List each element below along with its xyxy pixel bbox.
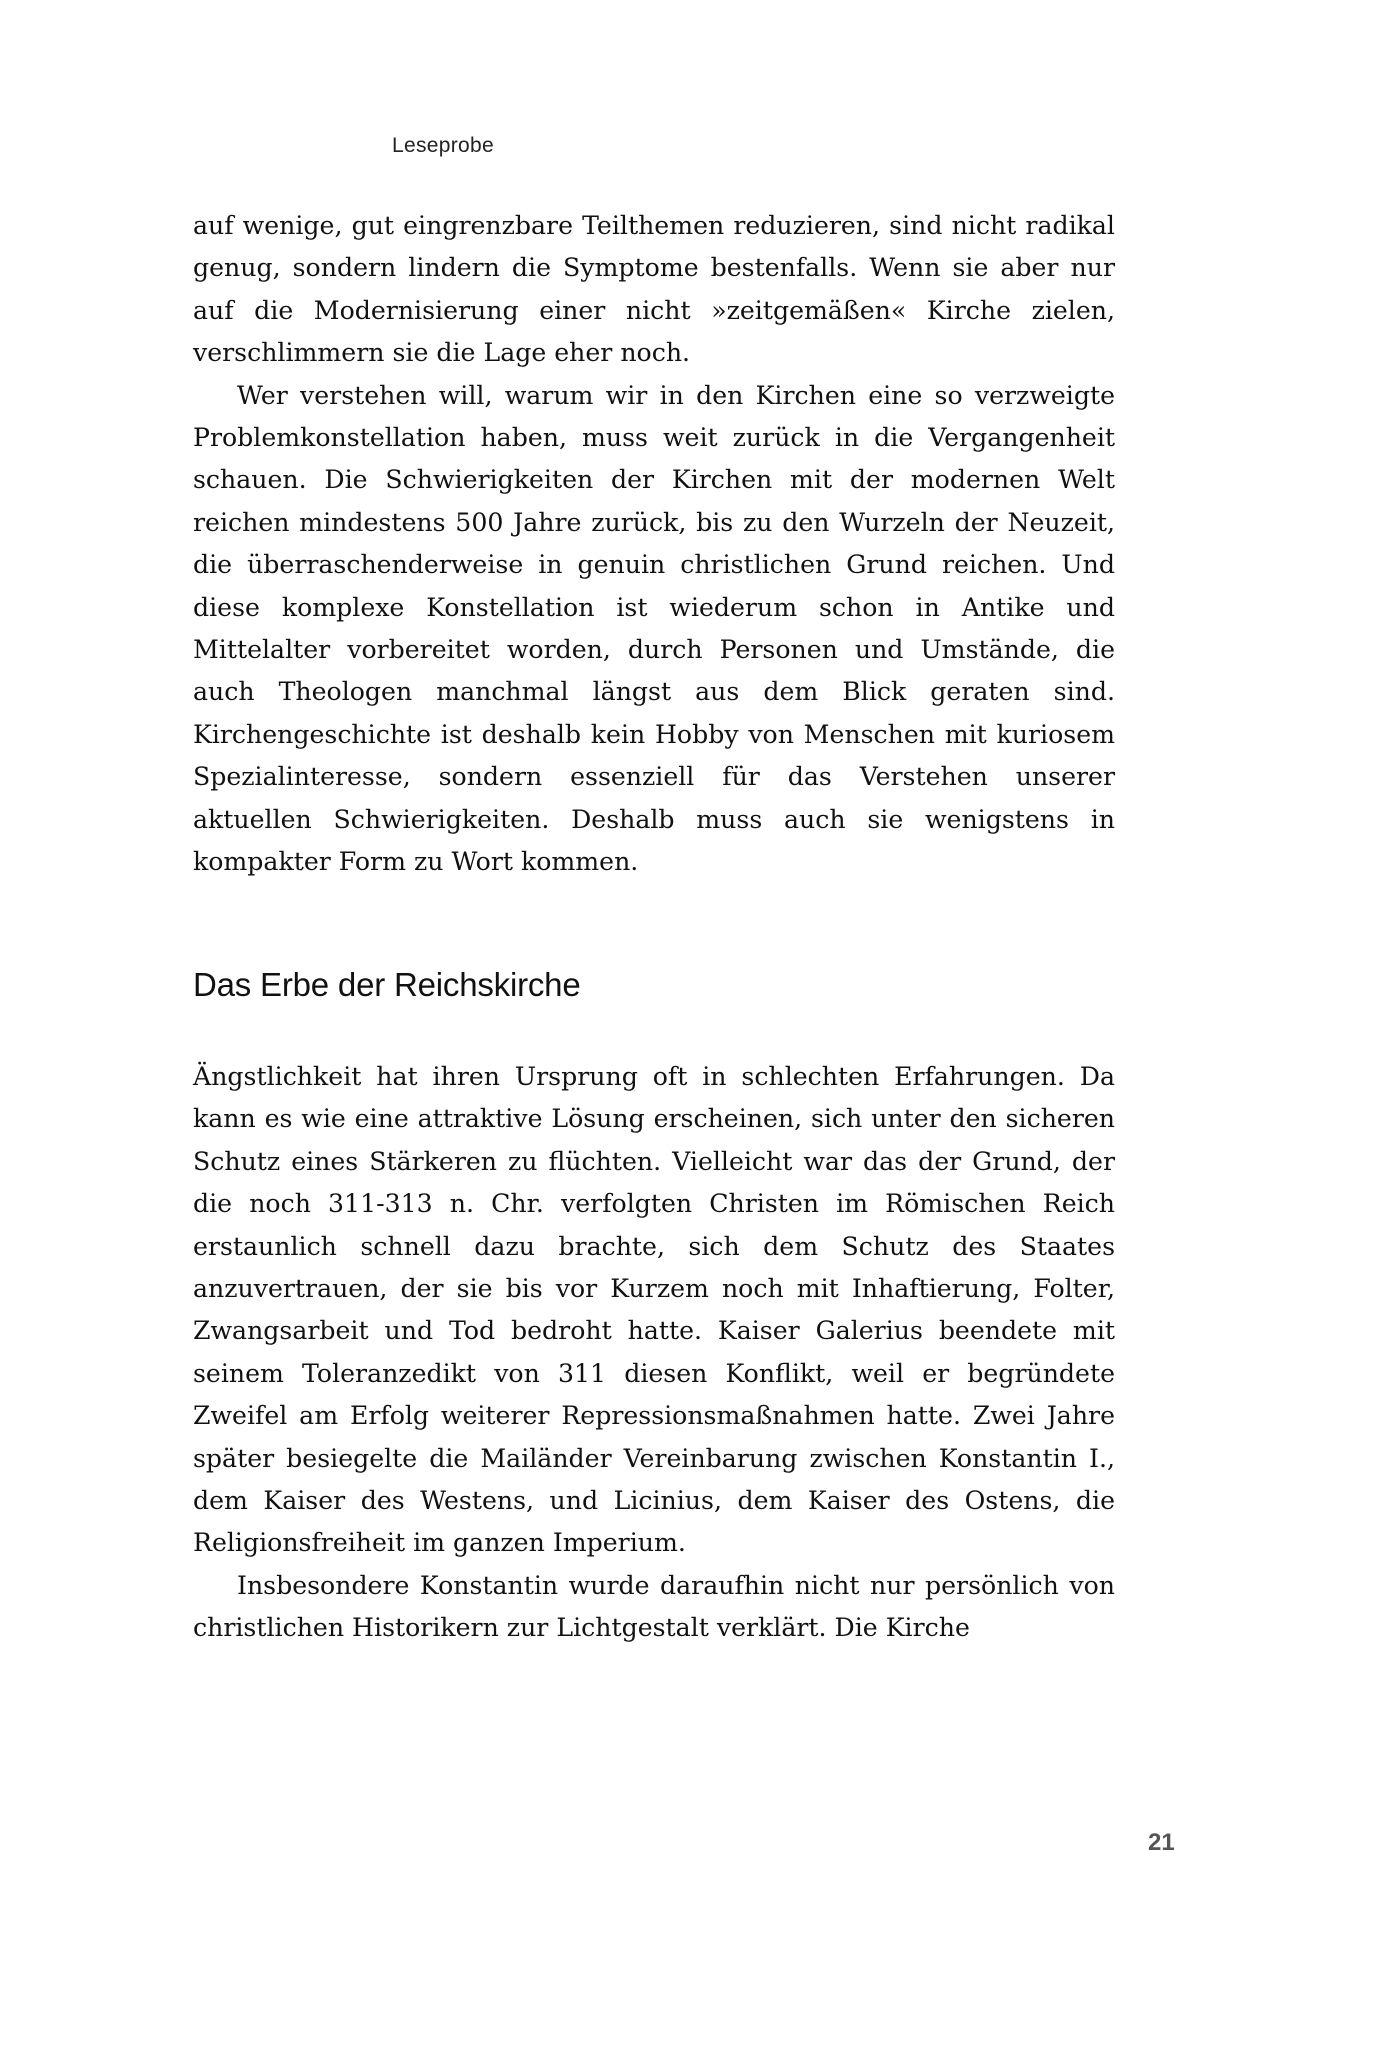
paragraph: Wer verstehen will, warum wir in den Kirchen eine so verzweigte Problemkonstellation haben, muss weit zurück in die Vergangenheit schauen. Die Schwierigkeiten der Kirchen mit der modernen Welt reichen mindestens 500 Jahre zurück, bis zu den Wurzeln der Neuzeit, die überraschenderweise in genuin christlichen Grund reichen. Und diese komplexe Konstellation ist wiederum schon in Antike und Mittelalter vorbereitet worden, durch Personen und Umstände, die auch Theologen manchmal längst aus dem Blick geraten sind. Kirchengeschichte ist deshalb kein Hobby von Menschen mit kuriosem Spezialinteresse, sondern essenziell für das Verstehen unserer aktuellen Schwierigkeiten. Deshalb muss auch sie wenigstens in kompakter Form zu Wort kommen. <box>193 380 1115 877</box>
body-text-block-1 <box>193 205 1115 884</box>
paragraph: Ängstlichkeit hat ihren Ursprung oft in schlechten Erfahrungen. Da kann es wie eine attraktive Lösung erscheinen, sich unter den sicheren Schutz eines Stärkeren zu flüchten. Vielleicht war das der Grund, der die noch 311-313 n. Chr. verfolgten Christen im Römischen Reich erstaunlich schnell dazu brachte, sich dem Schutz des Staates anzuvertrauen, der sie bis vor Kurzem noch mit Inhaftierung, Folter, Zwangsarbeit und Tod bedroht hatte. Kaiser Galerius beendete mit seinem Toleranzedikt von 311 diesen Konflikt, weil er begründete Zweifel am Erfolg weiterer Repressionsmaßnahmen hatte. Zwei Jahre später besiegelte die Mailänder Vereinbarung zwischen Konstantin I., dem Kaiser des Westens, und Licinius, dem Kaiser des Ostens, die Religionsfreiheit im ganzen Imperium. <box>193 1062 1115 1558</box>
paragraph: auf wenige, gut eingrenzbare Teilthemen reduzieren, sind nicht radikal genug, sondern lindern die Symptome bestenfalls. Wenn sie aber nur auf die Modernisierung einer nicht »zeitgemäßen« Kirche zielen, verschlimmern sie die Lage eher noch. <box>193 211 1115 368</box>
running-head: Leseprobe <box>392 134 494 157</box>
section-heading: Das Erbe der Reichskirche <box>193 966 581 1003</box>
paragraph: Insbesondere Konstantin wurde daraufhin nicht nur persönlich von christlichen Historikern zur Lichtgestalt verklärt. Die Kirche <box>193 1570 1115 1643</box>
page-number: 21 <box>1148 1829 1175 1856</box>
body-text-block-2 <box>193 1056 1115 1650</box>
